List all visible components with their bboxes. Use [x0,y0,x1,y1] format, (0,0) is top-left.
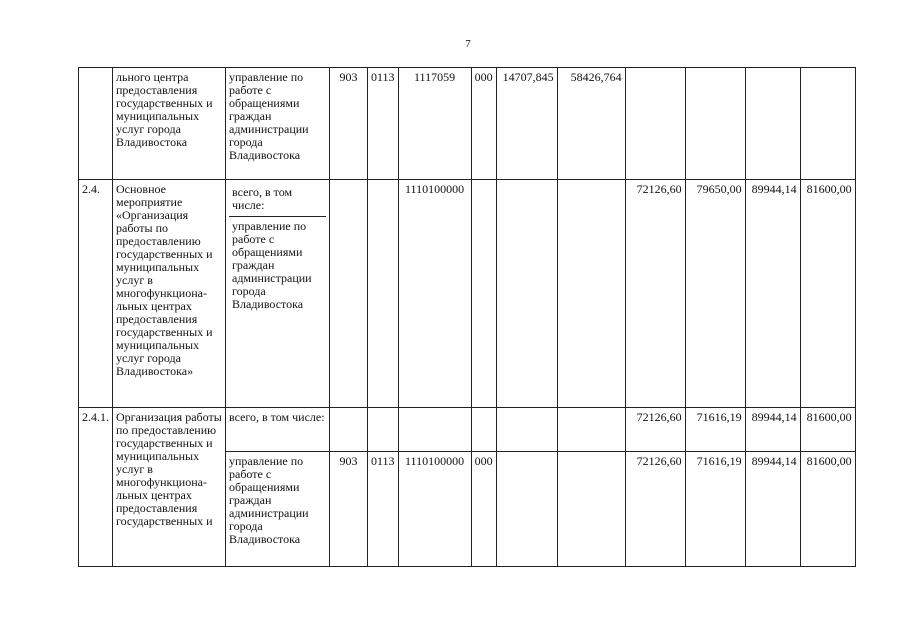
grbs-code [330,408,368,452]
executor: управление по работе с обращениями граждан администрации города Владивостока [232,219,312,311]
csr-code: 1117059 [398,68,471,180]
amount-year-4: 71616,19 [685,452,745,567]
executor-cell [226,180,330,408]
row-number: 2.4. [79,180,113,408]
executor: управление по работе с обращениями граждан администрации города Владивостока [226,68,330,180]
rzpr-code: 0113 [368,452,399,567]
table-row [79,68,856,180]
csr-code: 1110100000 [398,452,471,567]
amount-year-2 [557,180,625,408]
amount-year-5 [745,68,800,180]
page-number: 7 [465,38,471,50]
rzpr-code: 0113 [368,68,399,180]
amount-year-5: 89944,14 [745,408,800,452]
measure-name: льного центра предоставления государственных и муниципальных услуг города Владивостока [113,68,226,180]
csr-code: 1110100000 [398,180,471,408]
measure-name: Основное мероприятие «Организация работы по предоставлению государственных и муниципальных услуг в многофункциона-льных центрах предоставления государственных и муниципальных услуг города Владивостока» [113,180,226,408]
amount-year-1 [496,408,557,452]
amount-year-2 [557,408,625,452]
table-row [79,408,856,452]
amount-year-2 [557,452,625,567]
amount-year-6 [800,68,855,180]
amount-year-5: 89944,14 [745,452,800,567]
amount-year-4 [685,68,745,180]
amount-year-3: 72126,60 [625,408,685,452]
amount-year-6: 81600,00 [800,180,855,408]
amount-year-3: 72126,60 [625,180,685,408]
amount-year-6: 81600,00 [800,408,855,452]
vr-code: 000 [471,452,496,567]
amount-year-3 [625,68,685,180]
rzpr-code [368,180,399,408]
rzpr-code [368,408,399,452]
grbs-code: 903 [330,452,368,567]
row-number [79,68,113,180]
amount-year-4: 79650,00 [685,180,745,408]
amount-year-1: 14707,845 [496,68,557,180]
executor-total-label: всего, в том числе: [229,183,326,217]
amount-year-4: 71616,19 [685,408,745,452]
amount-year-2: 58426,764 [557,68,625,180]
table-row [79,180,856,408]
vr-code [471,180,496,408]
row-number: 2.4.1. [79,408,113,567]
amount-year-1 [496,180,557,408]
amount-year-5: 89944,14 [745,180,800,408]
vr-code [471,408,496,452]
executor-total-label: всего, в том числе: [226,408,330,452]
measure-name: Организация работы по предоставлению государственных и муниципальных услуг в многофункциона-льных центрах предоставления государственных и [113,408,226,567]
grbs-code [330,180,368,408]
program-budget-table [78,67,856,567]
amount-year-6: 81600,00 [800,452,855,567]
amount-year-3: 72126,60 [625,452,685,567]
csr-code [398,408,471,452]
vr-code: 000 [471,68,496,180]
amount-year-1 [496,452,557,567]
grbs-code: 903 [330,68,368,180]
executor: управление по работе с обращениями граждан администрации города Владивостока [226,452,330,567]
